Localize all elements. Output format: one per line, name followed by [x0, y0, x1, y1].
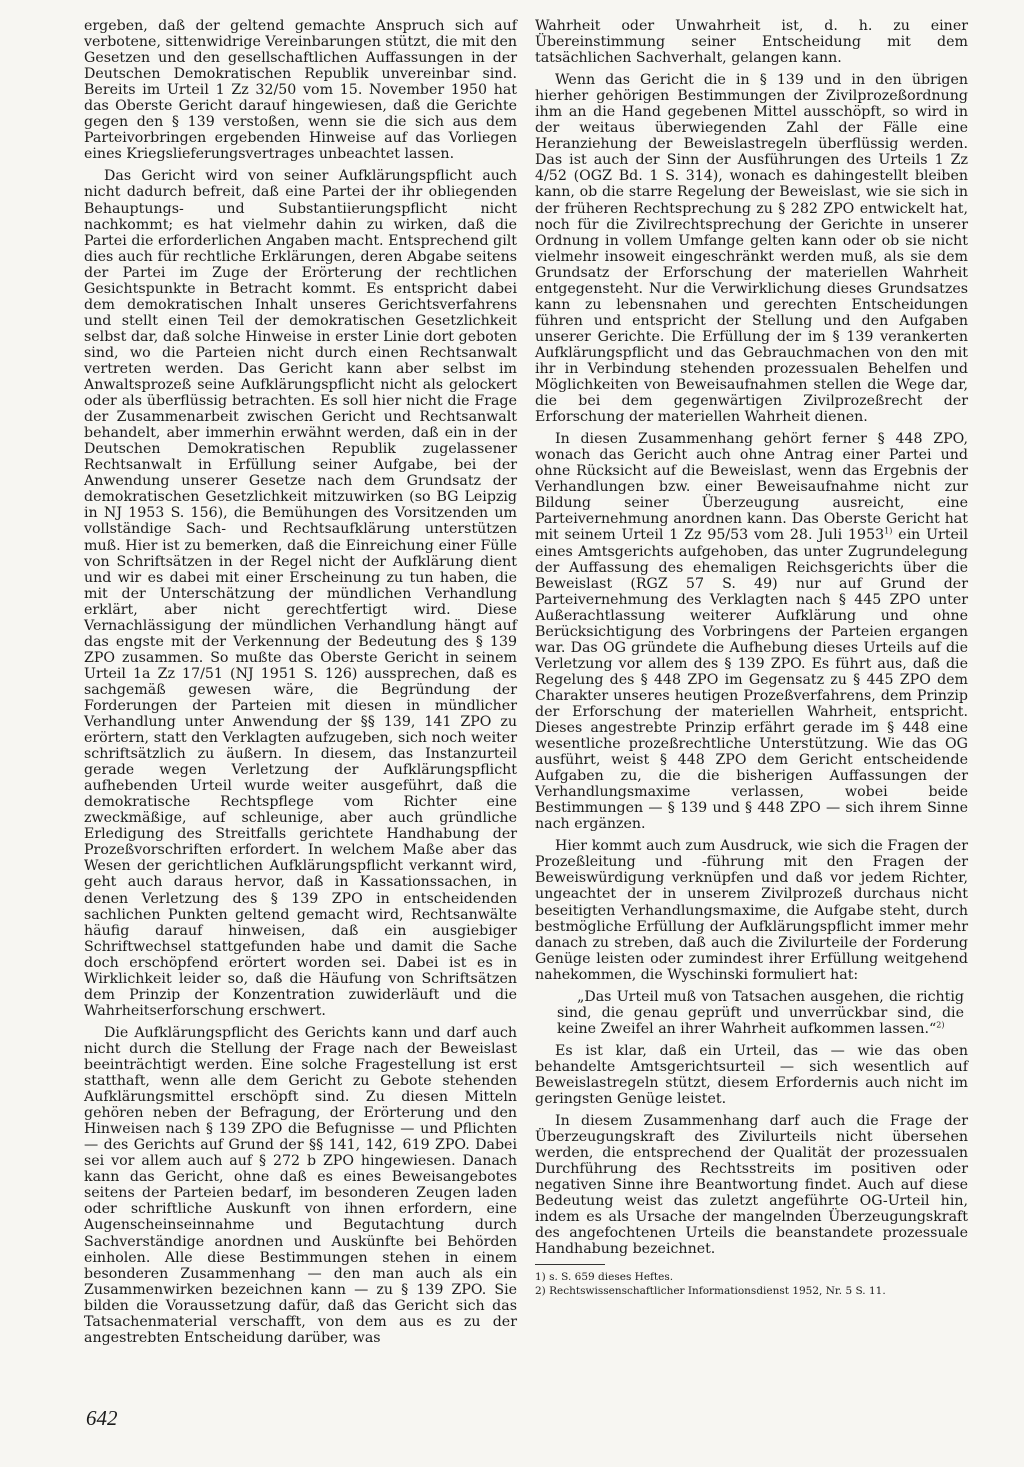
paragraph: In diesem Zusammenhang darf auch die Frage der Überzeugungskraft des Zivilurteils nicht übersehen werden, die entsprechend der Qualität der prozessualen Durchführung des Rechtsstreits im positiven oder negativen Sinne ihre Beantwortung findet. Auch auf diese Bedeutung weist das zuletzt angeführte OG-Urteil hin, indem es als Ursache der mangelnden Überzeugungskraft des angefochtenen Urteils die beanstandete prozessuale Handhabung bezeichnet. — [535, 1113, 968, 1258]
paragraph-text: In diesen Zusammenhang gehört ferner § 448 ZPO, wonach das Gericht auch ohne Antrag einer Partei und ohne Rücksicht auf die Beweislast, wenn das Ergebnis der Verhandlungen bzw. einer Beweisaufnahme nicht zur Bildung seiner Überzeugung ausreicht, eine Parteivernehmung anordnen kann. Das Oberste Gericht hat mit seinem Urteil 1 Zz 95/53 vom 28. Juli 1953 — [535, 431, 968, 544]
paragraph-text: ein Urteil eines Amtsgerichts aufgehoben, das unter Zugrundelegung der Auffassung des ehemaligen Reichsgerichts über die Beweislast (RGZ 57 S. 49) nur auf Grund der Parteivernehmung des Verklagten nach § 445 ZPO unter Außerachtlassung weiterer Aufklärung und ohne Berücksichtigung des Vorbringens der Parteien ergangen war. Das OG gründete die Aufhebung dieses Urteils auf die Verletzung vor allem des § 139 ZPO. Es führt aus, daß die Regelung des § 448 ZPO im Gegensatz zu § 445 ZPO dem Charakter unseres heutigen Prozeßverfahrens, dem Prinzip der Erforschung der materiellen Wahrheit, entspricht. Dieses angestrebte Prinzip erfährt gerade im § 448 eine wesentliche prozeßrechtliche Unterstützung. Wie das OG ausführt, weist § 448 ZPO dem Gericht entscheidende Aufgaben zu, die die bisherigen Auffassungen der Verhandlungsmaxime verlassen, wobei beide Bestimmungen — § 139 und § 448 ZPO — sich ihrem Sinne nach ergänzen. — [535, 527, 968, 833]
paragraph: Hier kommt auch zum Ausdruck, wie sich die Fragen der Prozeßleitung und -führung mit den Fragen der Beweiswürdigung verknüpfen und daß vor jedem Richter, ungeachtet der in unserem Zivilprozeß durchaus nicht beseitigten Verhandlungsmaxime, die Aufgabe steht, durch bestmögliche Erfüllung der Aufklärungspflicht immer mehr danach zu streben, daß auch die Zivilurteile der Forderung Genüge leisten oder zumindest ihrer Erfüllung weitgehend nahekommen, die Wyschinski formuliert hat: — [535, 838, 968, 983]
quote-text: „Das Urteil muß von Tatsachen ausgehen, die richtig sind, die genau geprüft und unverrückbar sind, die keine Zweifel an ihrer Wahrheit aufkommen lassen.“ — [557, 988, 964, 1037]
footnote-marker: 2) — [936, 1020, 945, 1030]
footnotes — [535, 1270, 968, 1298]
paragraph: Die Aufklärungspflicht des Gerichts kann und darf auch nicht durch die Stellung der Frage nach der Beweislast beeinträchtigt werden. Eine solche Fragestellung ist erst statthaft, wenn alle dem Gericht zu Gebote stehenden Aufklärungsmittel erschöpft sind. Zu diesen Mitteln gehören neben der Befragung, der Erörterung und den Hinweisen nach § 139 ZPO die Befugnisse — und Pflichten — des Gerichts auf Grund der §§ 141, 142, 619 ZPO. Dabei sei vor allem auch auf § 272 b ZPO hingewiesen. Danach kann das Gericht, ohne daß es eines Beweisangebotes seitens der Parteien bedarf, im besonderen Zeugen laden oder schriftliche Auskunft von ihnen erfordern, eine Augenscheinseinnahme und Begutachtung durch Sachverständige anordnen und Auskünfte bei Behörden einholen. Alle diese Bestimmungen stehen in einem besonderen Zusammenhang — den man auch als ein Zusammenwirken bezeichnen kann — zu § 139 ZPO. Sie bilden die Voraussetzung dafür, daß das Gericht sich das Tatsachenmaterial verschafft, von dem aus es zu der angestrebten Entscheidung darüber, was — [84, 1024, 517, 1346]
paragraph: Wenn das Gericht die in § 139 und in den übrigen hierher gehörigen Bestimmungen der Zivilprozeßordnung ihm an die Hand gegebenen Mittel ausschöpft, so wird in der weitaus überwiegenden Zahl der Fälle eine Heranziehung der Beweislastregeln überflüssig werden. Das ist auch der Sinn der Ausführungen des Urteils 1 Zz 4/52 (OGZ Bd. 1 S. 314), wonach es dahingestellt bleiben kann, ob die starre Regelung der Beweislast, wie sie sich in der früheren Rechtsprechung zu § 282 ZPO entwickelt hat, noch für die Zivilrechtsprechung der Gerichte in unserer Ordnung in vollem Umfange gelten kann oder ob sie nicht vielmehr insoweit eingeschränkt werden muß, als sie dem Grundsatz der Erforschung der materiellen Wahrheit entgegensteht. Nur die Verwirklichung dieses Grundsatzes kann zu lebensnahen und gerechten Entscheidungen führen und entspricht der Stellung und den Aufgaben unserer Gerichte. Die Erfüllung der im § 139 verankerten Aufklärungspflicht und das Gebrauchmachen von den mit ihr in Verbindung stehenden prozessualen Behelfen und Möglichkeiten von Beweisaufnahmen stellen die Wege dar, die bei dem gegenwärtigen Zivilprozeßrecht der Erforschung der materiellen Wahrheit dienen. — [535, 72, 968, 426]
paragraph: Das Gericht wird von seiner Aufklärungspflicht auch nicht dadurch befreit, daß eine Partei der ihr obliegenden Behauptungs- und Substantiierungspflicht nicht nachkommt; es hat vielmehr dahin zu wirken, daß die Partei die erforderlichen Angaben macht. Entsprechend gilt dies auch für rechtliche Erklärungen, deren Abgabe seitens der Partei im Zuge der Erörterung der rechtlichen Gesichtspunkte in Betracht kommt. Es entspricht dabei dem demokratischen Inhalt unseres Gerichtsverfahrens und stellt einen Teil der demokratischen Gesetzlichkeit selbst dar, daß solche Hinweise in erster Linie dort geboten sind, wo die Parteien nicht durch einen Rechtsanwalt vertreten werden. Das Gericht kann aber selbst im Anwaltsprozeß seine Aufklärungspflicht nicht als gelockert oder als überflüssig betrachten. Es soll hier nicht die Frage der Zusammenarbeit zwischen Gericht und Rechtsanwalt behandelt, aber immerhin erwähnt werden, daß ein in der Deutschen Demokratischen Republik zugelassener Rechtsanwalt in Erfüllung seiner Aufgabe, bei der Anwendung unserer Gesetze nach dem Grundsatz der demokratischen Gesetzlichkeit mitzuwirken (so BG Leipzig in NJ 1953 S. 156), die Bemühungen des Vorsitzenden um vollständige Sach- und Rechtsaufklärung unterstützen muß. Hier ist zu bemerken, daß die Einreichung einer Fülle von Schriftsätzen in der Regel nicht der Aufklärung dient und wir es dabei mit einer Erscheinung zu tun haben, die mit der Unterschätzung der mündlichen Verhandlung erklärt, aber nicht gerechtfertigt wird. Diese Vernachlässigung der mündlichen Verhandlung hängt auf das engste mit der Verkennung der Bedeutung des § 139 ZPO zusammen. So mußte das Oberste Gericht in seinem Urteil 1a Zz 17/51 (NJ 1951 S. 126) aussprechen, daß es sachgemäß gewesen wäre, die Begründung der Forderungen der Parteien mit diesen in mündlicher Verhandlung unter Anwendung der §§ 139, 141 ZPO zu erörtern, statt den Verklagten aufzugeben, sich noch weiter schriftsätzlich zu äußern. In diesem, das Instanzurteil gerade wegen Verletzung der Aufklärungspflicht aufhebenden Urteil wurde weiter ausgeführt, daß die demokratische Rechtspflege vom Richter eine zweckmäßige, auf schleunige, aber auch gründliche Erledigung des Streitfalls gerichtete Handhabung der Prozeßvorschriften erfordert. In welchem Maße aber das Wesen der gerichtlichen Aufklärungspflicht verkannt wird, geht auch daraus hervor, daß in Kassationssachen, in denen Verletzung des § 139 ZPO in entscheidenden sachlichen Punkten geltend gemacht wird, Rechtsanwälte häufig darauf hinweisen, daß ein ausgiebiger Schriftwechsel stattgefunden habe und damit die Sache doch erschöpfend erörtert worden sei. Dabei ist es in Wirklichkeit leider so, daß die Häufung von Schriftsätzen dem Prinzip der Konzentration zuwiderläuft und die Wahrheitserforschung erschwert. — [84, 168, 517, 1019]
footnote: 1) s. S. 659 dieses Heftes. — [535, 1270, 674, 1283]
paragraph: ergeben, daß der geltend gemachte Anspruch sich auf verbotene, sittenwidrige Vereinbarungen stützt, die mit den Gesetzen und den gesellschaftlichen Auffassungen in der Deutschen Demokratischen Republik unvereinbar sind. Bereits im Urteil 1 Zz 32/50 vom 15. November 1950 hat das Oberste Gericht darauf hingewiesen, daß die Gerichte gegen den § 139 verstoßen, wenn sie die sich aus dem Parteivorbringen ergebenden Hinweise auf das Vorliegen eines Kriegslieferungsvertrages unbeachtet lassen. — [84, 18, 517, 163]
left-column — [84, 18, 517, 1352]
paragraph — [535, 431, 968, 832]
footnote: 2) Rechtswissenschaftlicher Informationsdienst 1952, Nr. 5 S. 11. — [535, 1284, 886, 1297]
footnote-marker: 1) — [884, 526, 893, 536]
paragraph: Wahrheit oder Unwahrheit ist, d. h. zu einer Übereinstimmung seiner Entscheidung mit dem tatsächlichen Sachverhalt, gelangen kann. — [535, 18, 968, 67]
right-column — [535, 18, 968, 1298]
page-number: 642 — [86, 1406, 118, 1430]
footnote-divider — [535, 1264, 605, 1265]
paragraph: Es ist klar, daß ein Urteil, das — wie das oben behandelte Amtsgerichtsurteil — sich wesentlich auf Beweislastregeln stützt, diesem Erfordernis auch nicht im geringsten Genüge leistet. — [535, 1042, 968, 1108]
block-quote — [557, 989, 964, 1037]
